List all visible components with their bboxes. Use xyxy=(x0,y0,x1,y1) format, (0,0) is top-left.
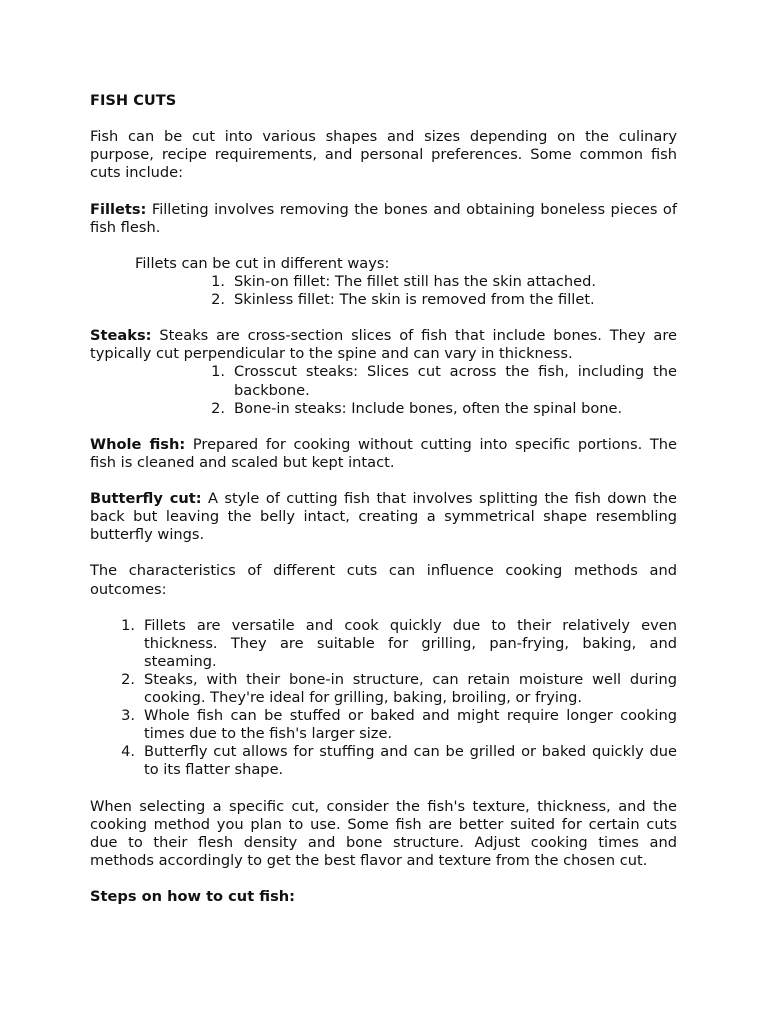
list-number: 1. xyxy=(121,616,135,634)
list-item-text: Bone-in steaks: Include bones, often the spinal bone. xyxy=(234,399,623,417)
whole-fish-text: Prepared for cooking without cutting into specific portions. The fish is cleaned and scaled but kept intact. xyxy=(90,435,677,471)
closing-paragraph: When selecting a specific cut, consider the fish's texture, thickness, and the cooking method you plan to use. Some fish are better suited for certain cuts due to their flesh density and bone structure. Adjust cooking times and methods accordingly to get the best flavor and texture from the chosen cut. xyxy=(90,797,677,869)
list-number: 3. xyxy=(121,707,135,725)
list-number: 2. xyxy=(211,291,225,309)
list-number: 2. xyxy=(121,671,135,688)
list-item xyxy=(202,400,677,418)
butterfly-label: Butterfly cut: xyxy=(90,490,202,508)
list-item xyxy=(112,743,677,779)
list-item xyxy=(202,291,677,309)
list-item-text: Fillets are versatile and cook quickly due to their relatively even thickness. They are suitable for grilling, pan-frying, baking, and steaming. xyxy=(144,616,677,670)
list-item xyxy=(112,707,677,743)
butterfly-paragraph xyxy=(90,490,677,544)
fillets-list xyxy=(90,273,677,309)
list-number: 1. xyxy=(211,363,225,381)
steaks-list xyxy=(90,363,677,417)
document-page xyxy=(90,92,677,906)
list-item xyxy=(112,617,677,671)
fillets-paragraph xyxy=(90,201,677,237)
characteristics-list xyxy=(90,617,677,780)
steaks-paragraph xyxy=(90,327,677,363)
list-number: 1. xyxy=(211,272,225,290)
list-item-text: Butterfly cut allows for stuffing and can be grilled or baked quickly due to its flatter shape. xyxy=(144,743,677,779)
list-item-text: Whole fish can be stuffed or baked and might require longer cooking times due to the fish's larger size. xyxy=(144,707,677,743)
butterfly-text: A style of cutting fish that involves splitting the fish down the back but leaving the belly intact, creating a symmetrical shape resembling butterfly wings. xyxy=(90,490,677,544)
intro-paragraph: Fish can be cut into various shapes and sizes depending on the culinary purpose, recipe requirements, and personal preferences. Some common fish cuts include: xyxy=(90,128,677,182)
page-title: FISH CUTS xyxy=(90,92,177,109)
list-number: 4. xyxy=(121,743,135,761)
list-item xyxy=(112,671,677,707)
fillets-sub-intro: Fillets can be cut in different ways: xyxy=(135,254,390,272)
characteristics-intro: The characteristics of different cuts can influence cooking methods and outcomes: xyxy=(90,562,677,598)
list-item-text: Crosscut steaks: Slices cut across the fish, including the backbone. xyxy=(234,363,677,399)
whole-fish-paragraph xyxy=(90,436,677,472)
steps-heading: Steps on how to cut fish: xyxy=(90,888,295,906)
fillets-text: Filleting involves removing the bones and obtaining boneless pieces of fish flesh. xyxy=(90,200,677,236)
list-item xyxy=(202,363,677,399)
fillets-label: Fillets: xyxy=(90,200,147,218)
whole-fish-label: Whole fish: xyxy=(90,435,186,453)
steaks-text: Steaks are cross-section slices of fish that include bones. They are typically cut perpendicular to the spine and can vary in thickness. xyxy=(90,327,677,363)
list-number: 2. xyxy=(211,399,225,417)
list-item-text: Skin-on fillet: The fillet still has the skin attached. xyxy=(234,272,596,290)
steaks-label: Steaks: xyxy=(90,327,152,345)
list-item-text: Steaks, with their bone-in structure, can retain moisture well during cooking. They're ideal for grilling, baking, broiling, or frying. xyxy=(144,671,677,707)
list-item xyxy=(202,273,677,291)
list-item-text: Skinless fillet: The skin is removed from the fillet. xyxy=(234,291,595,309)
